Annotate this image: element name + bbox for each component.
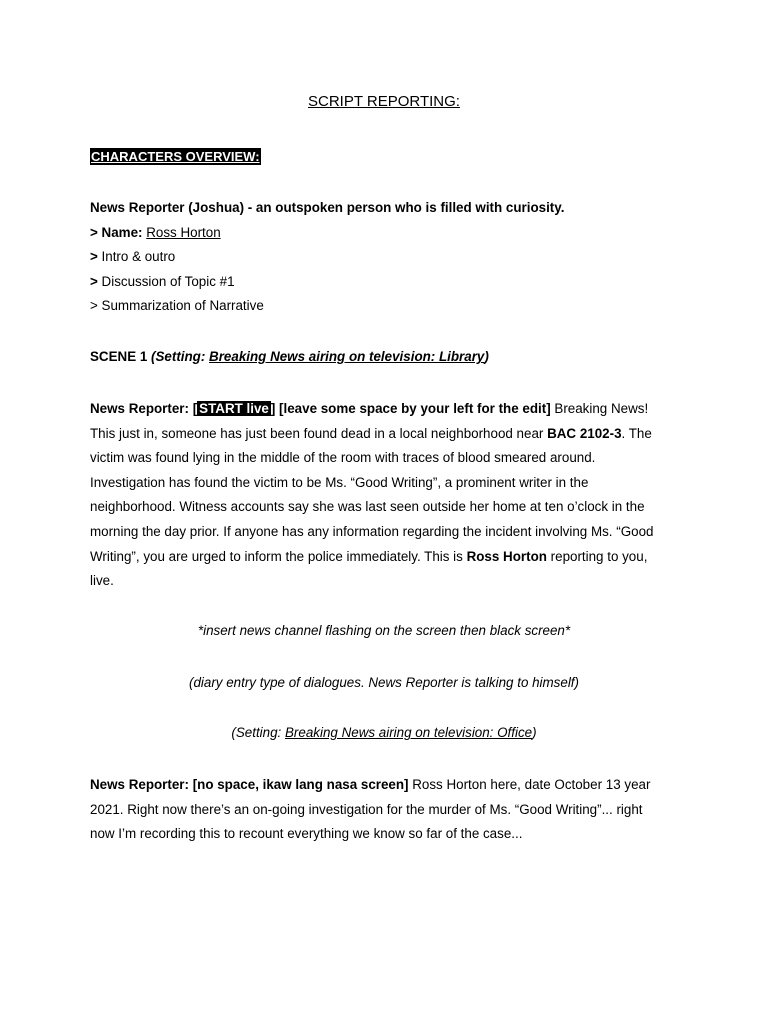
reporter-description: News Reporter (Joshua) - an outspoken person who is filled with curiosity. xyxy=(90,200,565,215)
stage-direction: [leave some space by your left for the edit] xyxy=(275,401,551,416)
characters-overview xyxy=(90,196,678,319)
list-item-text: Discussion of Topic #1 xyxy=(97,273,235,289)
reporter-name-bold: Ross Horton xyxy=(466,548,547,564)
name-label: Name: xyxy=(101,224,143,240)
list-marker: > xyxy=(90,273,98,289)
document-page xyxy=(90,0,678,1024)
paragraph-line xyxy=(90,397,678,422)
scene-heading xyxy=(90,345,678,370)
paragraph-line: live. xyxy=(90,573,114,589)
paragraph-line: Investigation has found the victim to be Ms. “Good Writing”, a prominent writer in the xyxy=(90,474,589,490)
setting-line xyxy=(90,721,678,746)
setting-close: ) xyxy=(532,725,537,740)
document-title: SCRIPT REPORTING: xyxy=(308,93,460,110)
reporter-name-line xyxy=(90,221,678,246)
name-prefix: > xyxy=(90,224,102,240)
paragraph-line: morning the day prior. If anyone has any information regarding the incident involving Ms. “Good xyxy=(90,523,654,539)
start-live-highlight: START live xyxy=(199,401,269,416)
stage-direction-1: *insert news channel flashing on the screen then black screen* xyxy=(197,623,571,638)
bracket-close: ] xyxy=(270,401,276,416)
scene-setting-close: ) xyxy=(484,349,489,364)
paragraph-text: Breaking News! xyxy=(550,401,649,416)
list-item xyxy=(90,245,678,270)
list-item-text: Intro & outro xyxy=(97,249,176,265)
characters-overview-heading: CHARACTERS OVERVIEW: xyxy=(91,149,260,164)
paragraph-text: Writing”, you are urged to inform the police immediately. This is xyxy=(90,548,467,564)
stage-direction: [no space, ikaw lang nasa screen] xyxy=(192,777,409,792)
paragraph-line: now I’m recording this to recount everything we know so far of the case... xyxy=(90,826,523,842)
paragraph-line xyxy=(90,545,678,570)
paragraph-line: neighborhood. Witness accounts say she was last seen outside her home at ten o’clock in the xyxy=(90,499,645,515)
list-item xyxy=(90,270,678,295)
bracket-open: [ xyxy=(192,401,198,416)
setting-open: (Setting: xyxy=(231,725,285,740)
scene-label: SCENE 1 xyxy=(90,349,152,364)
reporter-paragraph-2 xyxy=(90,773,678,847)
list-item xyxy=(90,294,678,319)
paragraph-line xyxy=(90,773,678,798)
reporter-paragraph-1 xyxy=(90,397,678,594)
scene-setting-open: (Setting: xyxy=(151,349,210,364)
paragraph-line: 2021. Right now there’s an on-going investigation for the murder of Ms. “Good Writing”... right xyxy=(90,801,643,817)
setting-location: Breaking News airing on television: Office xyxy=(285,725,533,740)
paragraph-line xyxy=(90,422,678,447)
speaker-label: News Reporter: xyxy=(90,777,193,792)
list-item-text: > Summarization of Narrative xyxy=(90,298,264,314)
paragraph-text: This just in, someone has just been found dead in a local neighborhood near xyxy=(90,425,548,441)
location-code: BAC 2102-3 xyxy=(547,425,622,441)
paragraph-line: victim was found lying in the middle of the room with traces of blood smeared around. xyxy=(90,450,596,466)
scene-setting: Breaking News airing on television: Library xyxy=(209,349,485,364)
paragraph-text: reporting to you, xyxy=(546,548,648,564)
stage-direction-2: (diary entry type of dialogues. News Reporter is talking to himself) xyxy=(189,675,579,690)
paragraph-text: Ross Horton here, date October 13 year xyxy=(408,777,651,792)
list-marker: > xyxy=(90,249,98,265)
reporter-name: Ross Horton xyxy=(146,224,221,240)
speaker-label: News Reporter: xyxy=(90,401,193,416)
paragraph-text: . The xyxy=(621,425,652,441)
